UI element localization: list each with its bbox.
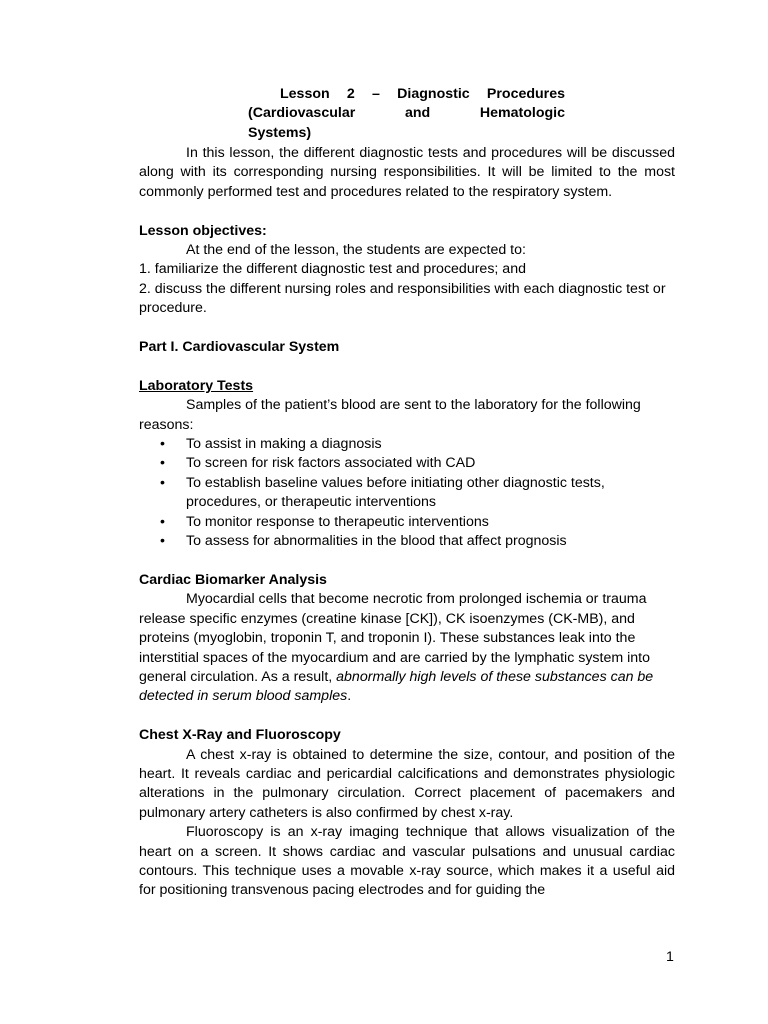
- xray-heading: Chest X-Ray and Fluoroscopy: [139, 727, 341, 744]
- objectives-heading: Lesson objectives:: [139, 222, 267, 239]
- part-heading: Part I. Cardiovascular System: [139, 339, 340, 356]
- xray-paragraph: A chest x-ray is obtained to determine the size, contour, and position of the heart. It reveals cardiac and pericardial calcifications and demonstrates physiologic alterations in the pulmonary circulation. Correct placement of pacemakers and pulmonary artery catheters is also confirmed by chest x-ray.: [139, 746, 675, 821]
- title-word: and: [404, 105, 431, 122]
- biomarker-emphasis: abnormally high levels of these substances can be detected in serum blood samples: [139, 668, 654, 705]
- title-word: Hematologic: [479, 105, 565, 122]
- page-number: 1: [666, 949, 674, 965]
- title-word: (Cardiovascular: [248, 105, 356, 122]
- biomarker-heading: Cardiac Biomarker Analysis: [139, 571, 327, 588]
- list-item: • To assess for abnormalities in the blood that affect prognosis: [139, 532, 675, 551]
- bullet-icon: •: [160, 474, 165, 491]
- biomarker-paragraph: Myocardial cells that become necrotic from prolonged ischemia or trauma release specific enzymes (creatine kinase [CK]), CK isoenzymes (CK-MB), and proteins (myoglobin, troponin T, and troponin I). These substances leak into the interstitial spaces of the myocardium and are carried by the lymphatic system into general circulation. As a result, abnormally high levels of these substances can be detected in serum blood samples.: [139, 591, 654, 705]
- lab-tests-list: [139, 435, 675, 551]
- title-line-1: [248, 85, 565, 104]
- bullet-icon: •: [160, 455, 165, 472]
- list-item: • To monitor response to therapeutic interventions: [139, 513, 675, 532]
- title-word: –: [372, 86, 380, 102]
- lab-tests-heading: Laboratory Tests: [139, 377, 254, 394]
- title-word: Diagnostic: [397, 86, 470, 102]
- lab-tests-lead: Samples of the patient’s blood are sent to the laboratory for the following reasons:: [139, 397, 641, 433]
- objective-item: 2. discuss the different nursing roles and responsibilities with each diagnostic test or procedure.: [139, 280, 666, 317]
- objectives-lead: At the end of the lesson, the students are expected to:: [186, 242, 526, 259]
- list-item: • To assist in making a diagnosis: [139, 435, 675, 454]
- bullet-icon: •: [160, 513, 165, 530]
- fluoroscopy-paragraph: Fluoroscopy is an x-ray imaging technique that allows visualization of the heart on a screen. It shows cardiac and vascular pulsations and unusual cardiac contours. This technique uses a movable x-ray source, which makes it a useful aid for positioning transvenous pacing electrodes and for guiding the: [139, 824, 675, 899]
- list-item: • To screen for risk factors associated with CAD: [139, 454, 675, 473]
- title-line-3: Systems): [248, 124, 312, 141]
- intro-paragraph: In this lesson, the different diagnostic tests and procedures will be discussed along with its corresponding nursing responsibilities. It will be limited to the most commonly performed test and procedures related to the respiratory system.: [139, 145, 675, 200]
- lesson-title: [248, 85, 565, 143]
- objective-item: 1. familiarize the different diagnostic test and procedures; and: [139, 261, 526, 278]
- title-line-2: [248, 104, 565, 123]
- list-item: • To establish baseline values before initiating other diagnostic tests, procedures, or therapeutic interventions: [160, 474, 605, 511]
- bullet-icon: •: [160, 533, 165, 550]
- document-body: [139, 144, 675, 901]
- bullet-icon: •: [160, 436, 165, 453]
- title-word: 2: [346, 86, 355, 102]
- title-word: Procedures: [486, 86, 565, 102]
- title-word: Lesson: [280, 86, 330, 102]
